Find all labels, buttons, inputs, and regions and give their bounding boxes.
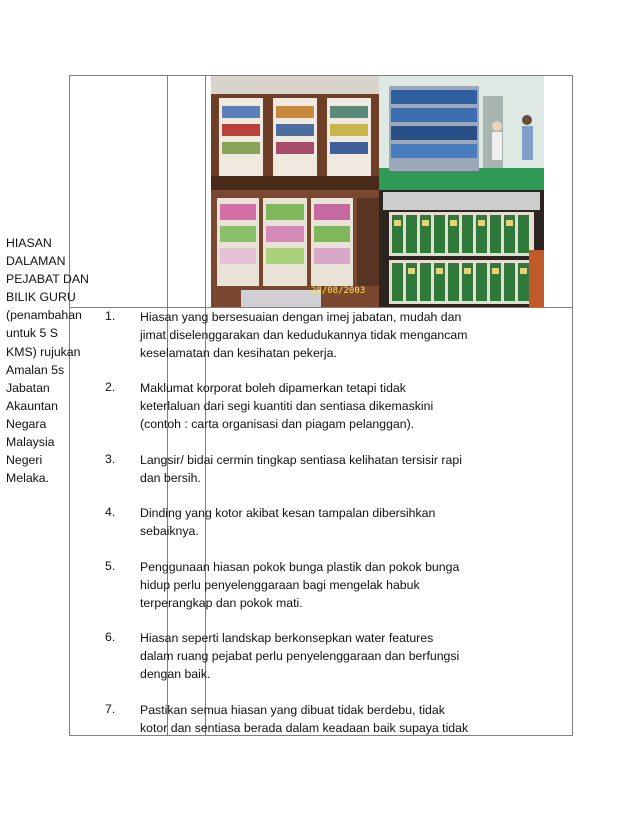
photo-office-cabinets [211,76,379,190]
item-number: 1. [105,309,116,323]
item-number: 2. [105,380,116,394]
photo-colour-files [211,190,379,307]
list-item: Pastikan semua hiasan yang dibuat tidak berdebu, tidak kotor dan sentiasa berada dalam keadaan baik supaya tidak [140,703,469,735]
list-item: Dinding yang kotor akibat kesan tampalan dibersihkan sebaiknya. [140,506,436,538]
list-item: Maklumat korporat boleh dipamerkan tetapi tidak keterlaluan dari segi kuantiti dan sentiasa dikemaskini (contoh : carta organisasi dan piagam pelanggan). [140,381,434,431]
list-item: Langsir/ bidai cermin tingkap sentiasa kelihatan tersisir rapi dan bersih. [140,453,462,485]
section-label: HIASAN DALAMAN PEJABAT DAN BILIK GURU (penambahan untuk 5 S KMS) rujukan Amalan 5s Jabatan Akauntan Negara Malaysia Negeri Melaka. [6,236,89,486]
list-item: Hiasan yang bersesuaian dengan imej jabatan, mudah dan jimat diselenggarakan dan kedudukannya tidak mengancam keselamatan dan kesihatan pekerja. [140,310,468,360]
item-number: 3. [105,452,116,466]
item-number: 7. [105,702,116,716]
item-number: 5. [105,559,116,573]
list-item: Penggunaan hiasan pokok bunga plastik dan pokok bunga hidup perlu penyelenggaraan bagi mengelak habuk terperangkap dan pokok mati. [140,560,460,610]
photo-filing-room [379,76,544,190]
photo-green-files [379,190,544,307]
photo-collage [211,76,544,307]
photo-date-stamp: 28/08/2003 [311,286,366,296]
item-number: 4. [105,505,116,519]
list-item: Hiasan seperti landskap berkonsepkan water features dalam ruang pejabat perlu penyelenggaraan dan berfungsi dengan baik. [140,631,460,681]
item-number: 6. [105,630,116,644]
